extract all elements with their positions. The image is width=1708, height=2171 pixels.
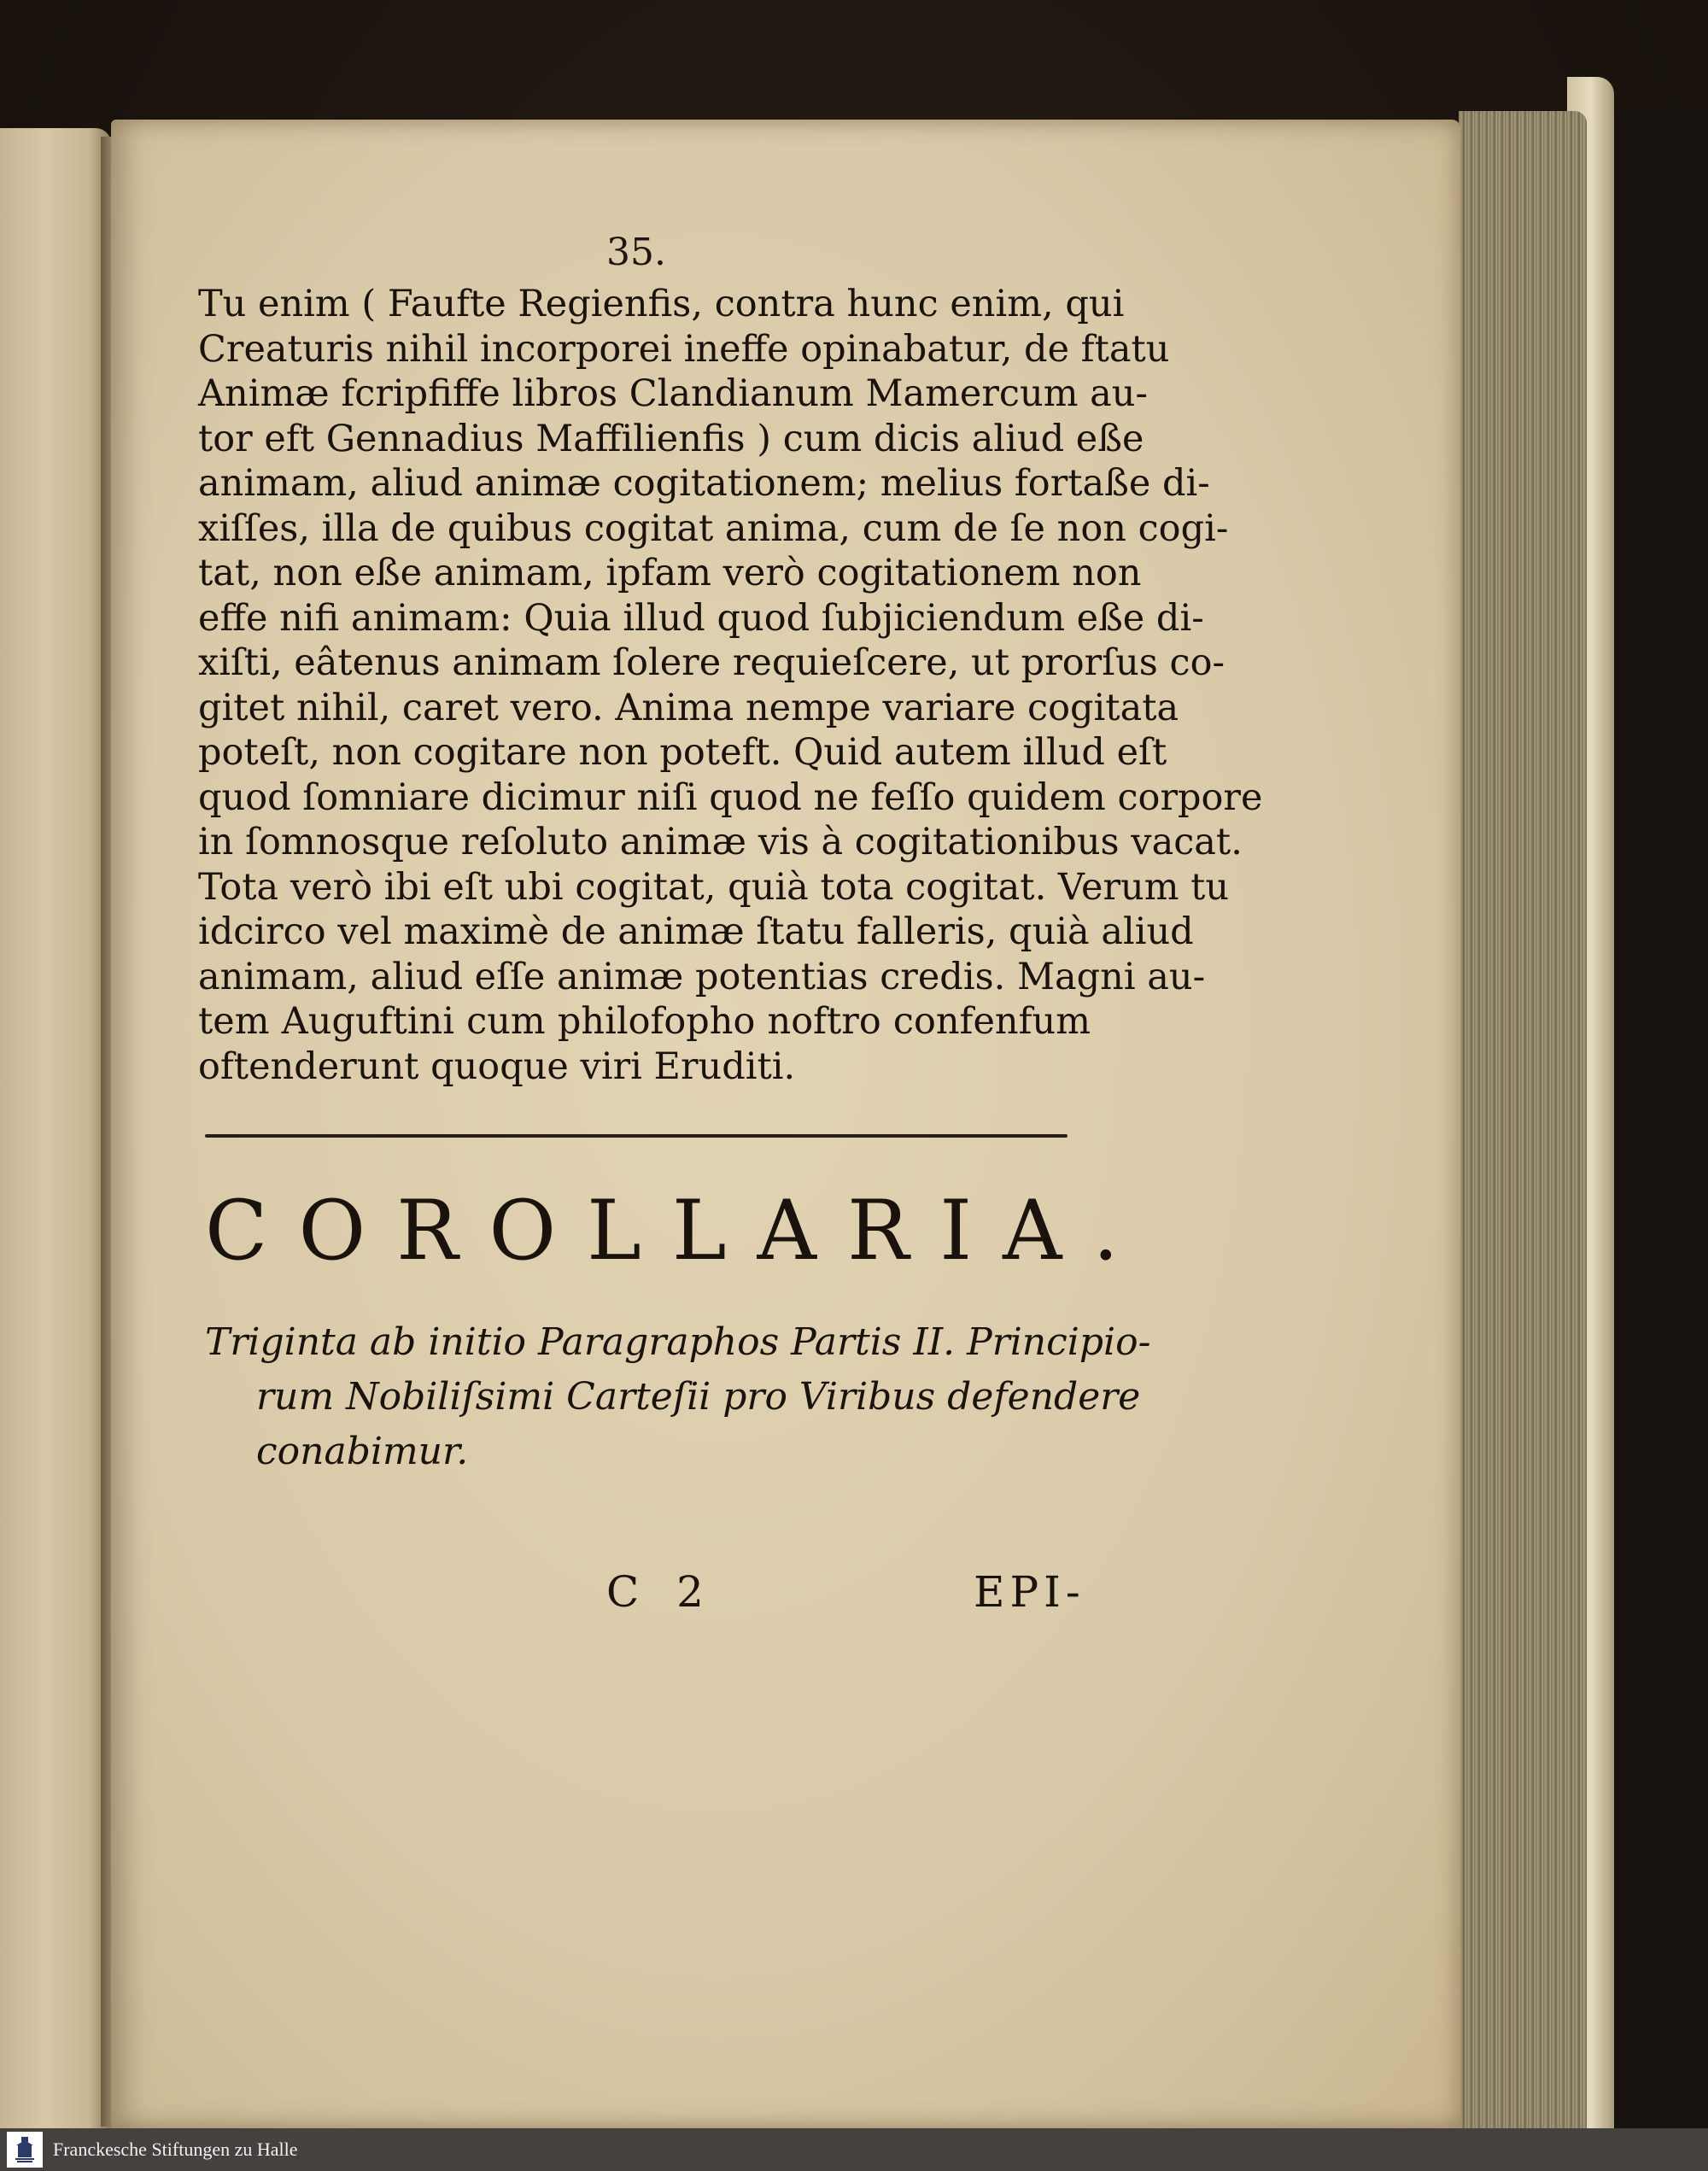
body-line: idcirco vel maximè de animæ ſtatu falleris, quià aliud [198, 910, 1194, 953]
left-page-edge [0, 128, 111, 2128]
body-line: xiſti, eâtenus animam ſolere requieſcere, ut prorſus co- [198, 641, 1225, 684]
corollaria-line: Triginta ab initio Paragraphos Partis II. Principio- [205, 1320, 1151, 1364]
body-line: Tu enim ( Faufte Regienfis, contra hunc enim, qui [198, 283, 1125, 325]
body-line: xiſſes, illa de quibus cogitat anima, cum de ſe non cogi- [198, 506, 1229, 550]
body-line: Tota verò ibi eſt ubi cogitat, quià tota cogitat. Verum tu [198, 865, 1230, 909]
body-line: gitet nihil, caret vero. Anima nempe variare cogitata [198, 686, 1179, 729]
background-right [1614, 111, 1708, 2128]
body-line: quod ſomniare dicimur niſi quod ne feſſo quidem corpore [198, 775, 1263, 819]
body-line: animam, aliud eſſe animæ potentias credis. Magni au- [198, 955, 1206, 998]
body-line: poteſt, non cogitare non poteft. Quid autem illud eſt [198, 731, 1167, 774]
body-text [198, 282, 1263, 1089]
body-line: Creaturis nihil incorporei ineffe opinabatur, de ftatu [198, 327, 1170, 371]
body-line: tat, non eße animam, ipfam verò cogitationem non [198, 552, 1142, 594]
corollaria-text [205, 1315, 1151, 1479]
catchword: EPI- [974, 1567, 1085, 1617]
section-heading: COROLLARIA. [205, 1183, 1150, 1279]
corollaria-line: conabimur. [256, 1430, 469, 1473]
body-line: in ſomnosque reſoluto animæ vis à cogitationibus vacat. [198, 821, 1243, 863]
body-line: Animæ fcripfiffe libros Clandianum Mamercum au- [198, 372, 1148, 415]
footer-label: Franckesche Stiftungen zu Halle [53, 2139, 298, 2160]
body-line: tor eft Gennadius Maffilienfis ) cum dicis aliud eße [198, 417, 1144, 460]
footer-bar [0, 2128, 1708, 2171]
page-number: 35. [606, 231, 666, 274]
corollaria-line: rum Nobiliſsimi Carteſii pro Viribus defendere [256, 1375, 1141, 1419]
section-rule [205, 1134, 1068, 1138]
page-header [299, 231, 1068, 282]
body-line: animam, aliud animæ cogitationem; melius fortaße di- [198, 462, 1210, 505]
body-line: tem Auguftini cum philofopho noftro confenfum [198, 1000, 1091, 1043]
body-line: oftenderunt quoque viri Eruditi. [198, 1045, 796, 1088]
signature-mark: C 2 [606, 1567, 716, 1617]
body-line: effe nifi animam: Quia illud quod ſubjiciendum eße di- [198, 596, 1204, 640]
page-fore-edge [1459, 111, 1587, 2128]
francke-foundation-logo-icon [7, 2132, 43, 2168]
